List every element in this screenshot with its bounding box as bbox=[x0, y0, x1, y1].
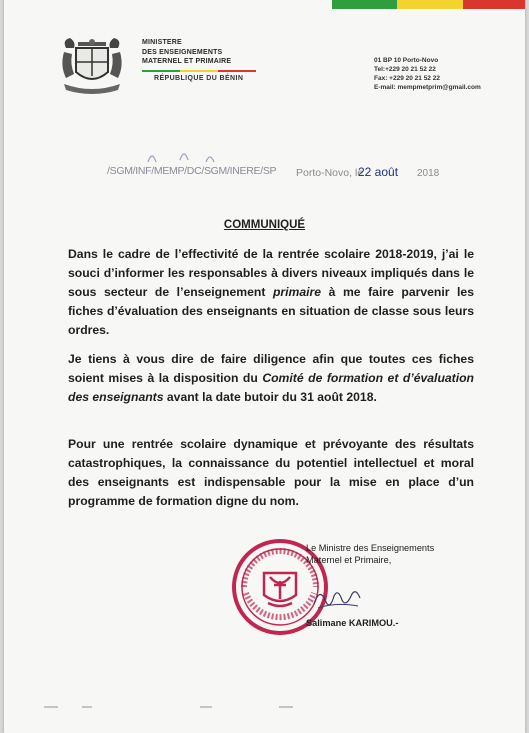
contact-line: Fax: +229 20 21 52 22 bbox=[374, 75, 440, 82]
scan-artifact bbox=[44, 706, 58, 708]
rule-green bbox=[142, 70, 180, 72]
signatory-title-line: Maternel et Primaire, bbox=[306, 555, 392, 565]
paragraph-text: à me faire parvenir les fiches d’évaluation des enseignants en situation de classe sous leurs ordres. bbox=[68, 285, 474, 337]
handwritten-signature bbox=[310, 584, 365, 612]
paragraph-emphasis: primaire bbox=[272, 285, 322, 299]
flag-yellow bbox=[397, 0, 462, 9]
signatory-title-line: Le Ministre des Enseignements bbox=[306, 543, 435, 553]
paragraph-text: avant la date butoir du 31 août 2018. bbox=[163, 390, 377, 404]
scan-artifact bbox=[82, 706, 92, 708]
coat-of-arms-icon bbox=[56, 36, 128, 98]
reference-stamp-marks bbox=[108, 148, 258, 164]
scan-artifact bbox=[279, 706, 293, 708]
date-place: Porto-Novo, le bbox=[296, 167, 364, 179]
contact-line: Tel:+229 20 21 52 22 bbox=[374, 66, 436, 73]
rule-red bbox=[218, 70, 256, 72]
date-handwritten: 22 août bbox=[358, 165, 399, 179]
paragraph-text: Je tiens à vous dire de faire diligence afin que toutes ces fiches soient mises à la disposition du bbox=[68, 352, 474, 385]
contact-block bbox=[374, 56, 481, 92]
letter-page bbox=[4, 0, 525, 733]
scan-artifact bbox=[200, 706, 212, 708]
paragraph-emphasis: Comité de formation et d’évaluation des enseignants bbox=[68, 371, 474, 404]
ministry-line: MATERNEL ET PRIMAIRE bbox=[142, 58, 232, 65]
signatory-name: Salimane KARIMOU.- bbox=[306, 618, 399, 628]
paragraph-text: Pour une rentrée scolaire dynamique et prévoyante des résultats catastrophiques, la connaissance du potentiel intellectuel et moral des enseignants est indispensable pour la mise en place d’un programme de formation digne du nom. bbox=[68, 437, 474, 508]
contact-line: 01 BP 10 Porto-Novo bbox=[374, 57, 439, 64]
flag-stripe bbox=[332, 0, 525, 9]
date-year: 2018 bbox=[417, 168, 440, 179]
republic-label: RÉPUBLIQUE DU BÉNIN bbox=[154, 75, 244, 82]
signatory-title bbox=[306, 542, 434, 566]
ministry-block bbox=[142, 38, 231, 67]
document-title: COMMUNIQUÉ bbox=[223, 219, 306, 231]
flag-red bbox=[463, 0, 525, 9]
paragraph bbox=[68, 245, 474, 340]
ministry-line: DES ENSEIGNEMENTS bbox=[142, 48, 223, 56]
contact-line: E-mail: mempmetprim@gmail.com bbox=[374, 84, 481, 91]
ministry-line: MINISTERE bbox=[142, 39, 182, 46]
paragraph bbox=[68, 350, 474, 407]
rule-yellow bbox=[180, 70, 218, 72]
reference-number: /SGM/INF/MEMP/DC/SGM/INERE/SP bbox=[107, 165, 277, 177]
paragraph bbox=[68, 435, 474, 511]
paragraph-text: Dans le cadre de l’effectivité de la rentrée scolaire 2018-2019, j’ai le souci d’informer les responsables à divers niveaux impliqués dans le sous secteur de l’enseignement bbox=[68, 247, 474, 299]
flag-green bbox=[332, 0, 397, 9]
tricolor-rule bbox=[142, 70, 256, 72]
